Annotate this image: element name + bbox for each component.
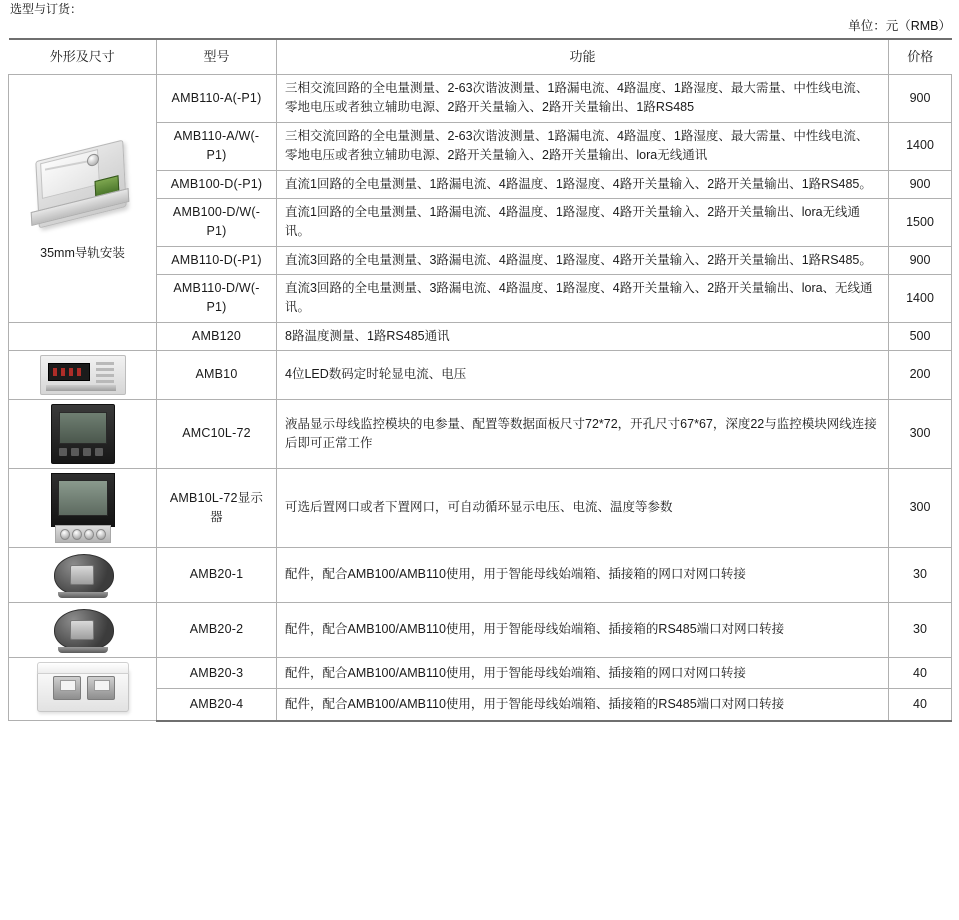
price-cell: 30 bbox=[889, 548, 952, 603]
table-row bbox=[9, 548, 952, 603]
price-cell: 200 bbox=[889, 351, 952, 400]
function-cell: 三相交流回路的全电量测量、2-63次谐波测量、1路漏电流、4路温度、1路湿度、最大需量、中性线电流、零地电压或者独立辅助电源、2路开关量输入、2路开关量输出、lora无线通讯 bbox=[277, 122, 889, 170]
function-cell: 8路温度测量、1路RS485通讯 bbox=[277, 322, 889, 350]
product-price-table bbox=[8, 38, 952, 722]
price-cell: 900 bbox=[889, 170, 952, 198]
model-cell: AMB110-A/W(-P1) bbox=[157, 122, 277, 170]
function-cell: 4位LED数码定时轮显电流、电压 bbox=[277, 351, 889, 400]
product-image-lcd-display-unit bbox=[9, 469, 157, 548]
table-header-row bbox=[9, 39, 952, 75]
table-row bbox=[9, 658, 952, 689]
function-cell: 配件，配合AMB100/AMB110使用，用于智能母线始端箱、插接箱的网口对网口转接 bbox=[277, 658, 889, 689]
price-cell: 300 bbox=[889, 400, 952, 469]
function-cell: 配件，配合AMB100/AMB110使用，用于智能母线始端箱、插接箱的RS485端口对网口转接 bbox=[277, 689, 889, 721]
price-cell: 40 bbox=[889, 658, 952, 689]
lcd-square-meter-illustration bbox=[51, 404, 115, 464]
price-cell: 1400 bbox=[889, 275, 952, 323]
function-cell: 直流3回路的全电量测量、3路漏电流、4路温度、1路湿度、4路开关量输入、2路开关量输出、lora、无线通讯。 bbox=[277, 275, 889, 323]
model-cell: AMB110-A(-P1) bbox=[157, 75, 277, 123]
function-cell: 液晶显示母线监控模块的电参量、配置等数据面板尺寸72*72，开孔尺寸67*67，深度22与监控模块网线连接后即可正常工作 bbox=[277, 400, 889, 469]
product-image-empty bbox=[9, 322, 157, 350]
model-cell: AMB120 bbox=[157, 322, 277, 350]
dual-rj45-box-illustration bbox=[35, 662, 131, 716]
round-connector-illustration bbox=[48, 552, 118, 598]
function-cell: 三相交流回路的全电量测量、2-63次谐波测量、1路漏电流、4路温度、1路湿度、最大需量、中性线电流、零地电压或者独立辅助电源、2路开关量输入、2路开关量输出、1路RS485 bbox=[277, 75, 889, 123]
table-row bbox=[9, 400, 952, 469]
product-image-din-rail bbox=[9, 75, 157, 323]
function-cell: 直流1回路的全电量测量、1路漏电流、4路温度、1路湿度、4路开关量输入、2路开关量输出、1路RS485。 bbox=[277, 170, 889, 198]
selection-order-note: 选型与订货： bbox=[10, 2, 83, 16]
product-image-lcd-square-meter bbox=[9, 400, 157, 469]
model-cell: AMB20-4 bbox=[157, 689, 277, 721]
currency-unit-label: 单位：元（RMB） bbox=[848, 19, 951, 33]
product-image-round-connector-2 bbox=[9, 603, 157, 658]
model-cell: AMB10 bbox=[157, 351, 277, 400]
price-cell: 1500 bbox=[889, 198, 952, 246]
table-row bbox=[9, 322, 952, 350]
column-header-dimensions: 外形及尺寸 bbox=[9, 39, 157, 75]
price-cell: 500 bbox=[889, 322, 952, 350]
column-header-price: 价格 bbox=[889, 39, 952, 75]
function-cell: 直流3回路的全电量测量、3路漏电流、4路温度、1路湿度、4路开关量输入、2路开关量输出、1路RS485。 bbox=[277, 246, 889, 274]
function-cell: 配件，配合AMB100/AMB110使用，用于智能母线始端箱、插接箱的网口对网口转接 bbox=[277, 548, 889, 603]
lcd-display-unit-illustration bbox=[51, 473, 115, 543]
model-cell: AMB20-2 bbox=[157, 603, 277, 658]
function-cell: 直流1回路的全电量测量、1路漏电流、4路温度、1路湿度、4路开关量输入、2路开关量输出、lora无线通讯。 bbox=[277, 198, 889, 246]
model-cell: AMB110-D/W(-P1) bbox=[157, 275, 277, 323]
column-header-model: 型号 bbox=[157, 39, 277, 75]
model-cell: AMB20-1 bbox=[157, 548, 277, 603]
model-cell: AMB100-D/W(-P1) bbox=[157, 198, 277, 246]
table-row bbox=[9, 75, 952, 123]
model-cell: AMB20-3 bbox=[157, 658, 277, 689]
column-header-function: 功能 bbox=[277, 39, 889, 75]
product-image-dual-rj45-box bbox=[9, 658, 157, 721]
led-panel-meter-illustration bbox=[40, 355, 126, 395]
function-cell: 可选后置网口或者下置网口，可自动循环显示电压、电流、温度等参数 bbox=[277, 469, 889, 548]
price-cell: 40 bbox=[889, 689, 952, 721]
price-cell: 300 bbox=[889, 469, 952, 548]
function-cell: 配件，配合AMB100/AMB110使用，用于智能母线始端箱、插接箱的RS485端口对网口转接 bbox=[277, 603, 889, 658]
product-image-round-connector-1 bbox=[9, 548, 157, 603]
price-cell: 900 bbox=[889, 75, 952, 123]
price-cell: 1400 bbox=[889, 122, 952, 170]
model-cell: AMC10L-72 bbox=[157, 400, 277, 469]
din-rail-module-illustration bbox=[27, 134, 139, 242]
model-cell: AMB100-D(-P1) bbox=[157, 170, 277, 198]
product-image-led-panel-meter bbox=[9, 351, 157, 400]
table-row bbox=[9, 469, 952, 548]
model-cell: AMB10L-72显示器 bbox=[157, 469, 277, 548]
table-row bbox=[9, 351, 952, 400]
price-cell: 30 bbox=[889, 603, 952, 658]
din-rail-mount-label: 35mm导轨安装 bbox=[40, 245, 125, 260]
table-row bbox=[9, 603, 952, 658]
price-cell: 900 bbox=[889, 246, 952, 274]
model-cell: AMB110-D(-P1) bbox=[157, 246, 277, 274]
round-connector-illustration bbox=[48, 607, 118, 653]
